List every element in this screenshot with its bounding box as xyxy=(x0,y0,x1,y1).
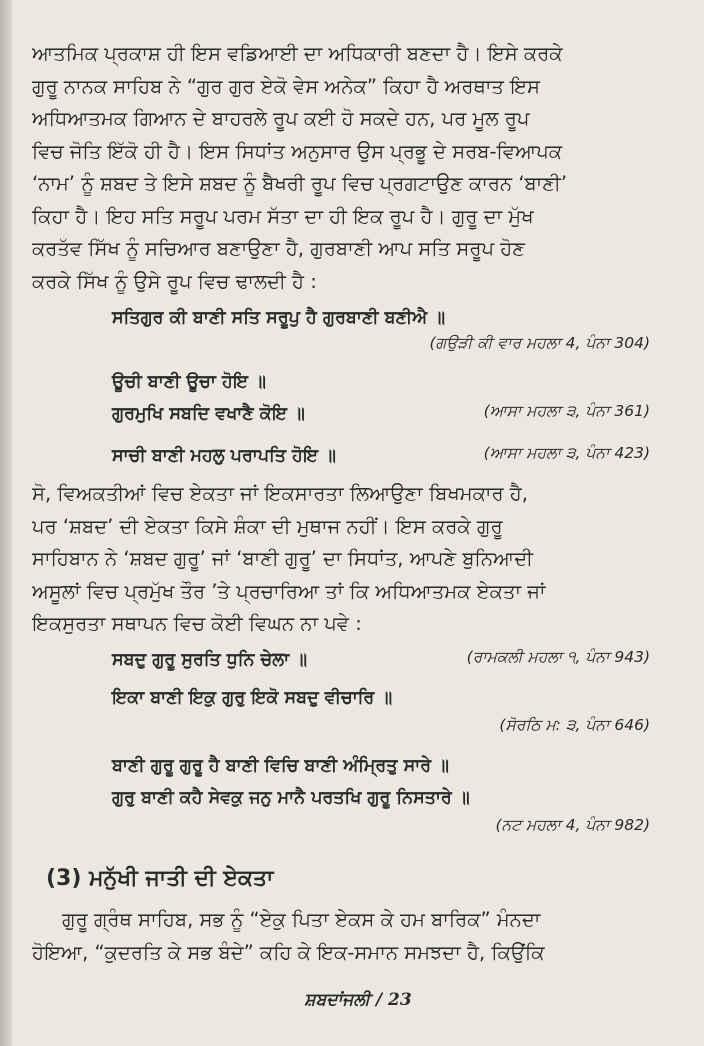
text-line: ਗੁਰੂ ਨਾਨਕ ਸਾਹਿਬ ਨੇ “ਗੁਰ ਗੁਰ ਏਕੋ ਵੇਸ ਅਨੇਕ” ਕਿਹਾ ਹੈ ਅਰਥਾਤ ਇਸ xyxy=(32,74,541,98)
text-line: ਕਿਹਾ ਹੈ। ਇਹ ਸਤਿ ਸਰੂਪ ਪਰਮ ਸੱਤਾ ਦਾ ਹੀ ਇਕ ਰੂਪ ਹੈ। ਗੁਰੂ ਦਾ ਮੁੱਖ xyxy=(32,204,534,228)
book-page xyxy=(12,0,704,1046)
quote-reference-3: (ਆਸਾ ਮਹਲਾ ੩, ਪੰਨਾ 423) xyxy=(483,444,650,462)
quote-reference-5: (ਸੋਰਠਿ ਮ: ੩, ਪੰਨਾ 646) xyxy=(499,716,650,734)
text-line: ਆਤਮਿਕ ਪ੍ਰਕਾਸ਼ ਹੀ ਇਸ ਵਡਿਆਈ ਦਾ ਅਧਿਕਾਰੀ ਬਣਦਾ ਹੈ। ਇਸੇ ਕਰਕੇ xyxy=(32,42,563,65)
gurbani-quote-1: ਸਤਿਗੁਰ ਕੀ ਬਾਣੀ ਸਤਿ ਸਰੂਪੁ ਹੈ ਗੁਰਬਾਣੀ ਬਣੀਐ ॥ xyxy=(112,308,446,328)
section-heading: (3) ਮਨੁੱਖੀ ਜਾਤੀ ਦੀ ਏਕਤਾ xyxy=(46,866,274,891)
book-gutter xyxy=(0,0,12,1046)
text-line: ਸੋ, ਵਿਅਕਤੀਆਂ ਵਿਚ ਏਕਤਾ ਜਾਂ ਇਕਸਾਰਤਾ ਲਿਆਉਣਾ ਬਿਖਮਕਾਰ ਹੈ, xyxy=(32,482,528,505)
text-line: ਅਸੂਲਾਂ ਵਿਚ ਪ੍ਰਮੁੱਖ ਤੌਰ ’ਤੇ ਪ੍ਰਚਾਰਿਆ ਤਾਂ ਕਿ ਅਧਿਆਤਮਕ ਏਕਤਾ ਜਾਂ xyxy=(32,579,546,603)
gurbani-quote-6b: ਗੁਰੁ ਬਾਣੀ ਕਹੈ ਸੇਵਕੁ ਜਨੁ ਮਾਨੈ ਪਰਤਖਿ ਗੁਰੂ ਨਿਸਤਾਰੇ ॥ xyxy=(112,788,470,808)
gurbani-quote-2b: ਗੁਰਮੁਖਿ ਸਬਦਿ ਵਖਾਣੈ ਕੋਇ ॥ xyxy=(112,404,305,424)
text-line: ਵਿਚ ਜੋਤਿ ਇੱਕੋ ਹੀ ਹੈ। ਇਸ ਸਿਧਾਂਤ ਅਨੁਸਾਰ ਉਸ ਪ੍ਰਭੂ ਦੇ ਸਰਬ-ਵਿਆਪਕ xyxy=(32,139,563,163)
quote-reference-1: (ਗਉੜੀ ਕੀ ਵਾਰ ਮਹਲਾ 4, ਪੰਨਾ 304) xyxy=(429,334,650,352)
quote-reference-2: (ਆਸਾ ਮਹਲਾ ੩, ਪੰਨਾ 361) xyxy=(483,402,650,420)
paragraph-2 xyxy=(32,478,684,641)
gurbani-quote-6a: ਬਾਣੀ ਗੁਰੂ ਗੁਰੂ ਹੈ ਬਾਣੀ ਵਿਚਿ ਬਾਣੀ ਅੰਮ੍ਰਿਤੁ ਸਾਰੇ ॥ xyxy=(112,756,449,776)
text-line: ਕਰਤੱਵ ਸਿੱਖ ਨੂੰ ਸਚਿਆਰ ਬਣਾਉਣਾ ਹੈ, ਗੁਰਬਾਣੀ ਆਪ ਸਤਿ ਸਰੂਪ ਹੋਣ xyxy=(32,237,525,260)
gurbani-quote-3: ਸਾਚੀ ਬਾਣੀ ਮਹਲੁ ਪਰਾਪਤਿ ਹੋਇ ॥ xyxy=(112,446,336,466)
gurbani-quote-5: ਇਕਾ ਬਾਣੀ ਇਕੁ ਗੁਰੁ ਇਕੋ ਸਬਦੁ ਵੀਚਾਰਿ ॥ xyxy=(112,688,393,708)
text-line: ਅਧਿਆਤਮਕ ਗਿਆਨ ਦੇ ਬਾਹਰਲੇ ਰੂਪ ਕਈ ਹੋ ਸਕਦੇ ਹਨ, ਪਰ ਮੂਲ ਰੂਪ xyxy=(32,107,530,130)
text-line: ਹੋਇਆ, “ਕੁਦਰਤਿ ਕੇ ਸਭ ਬੰਦੇ” ਕਹਿ ਕੇ ਇਕ-ਸਮਾਨ ਸਮਝਦਾ ਹੈ, ਕਿਉਂਕਿ xyxy=(32,940,545,964)
quote-reference-6: (ਨਟ ਮਹਲਾ 4, ਪੰਨਾ 982) xyxy=(495,816,650,834)
gurbani-quote-4: ਸਬਦੁ ਗੁਰੂ ਸੁਰਤਿ ਧੁਨਿ ਚੇਲਾ ॥ xyxy=(112,650,308,670)
text-line: ਕਰਕੇ ਸਿੱਖ ਨੂੰ ਉਸੇ ਰੂਪ ਵਿਚ ਢਾਲਦੀ ਹੈ : xyxy=(32,269,317,293)
text-line: ‘ਨਾਮ’ ਨੂੰ ਸ਼ਬਦ ਤੇ ਇਸੇ ਸ਼ਬਦ ਨੂੰ ਬੈਖਰੀ ਰੂਪ ਵਿਚ ਪ੍ਰਗਟਾਉਣ ਕਾਰਨ ‘ਬਾਣੀ’ xyxy=(32,172,568,195)
text-line: ਪਰ ‘ਸ਼ਬਦ’ ਦੀ ਏਕਤਾ ਕਿਸੇ ਸ਼ੰਕਾ ਦੀ ਮੁਥਾਜ ਨਹੀਂ। ਇਸ ਕਰਕੇ ਗੁਰੂ xyxy=(32,514,503,538)
text-line: ਗੁਰੂ ਗ੍ਰੰਥ ਸਾਹਿਬ, ਸਭ ਨੂੰ “ਏਕੁ ਪਿਤਾ ਏਕਸ ਕੇ ਹਮ ਬਾਰਿਕ” ਮੰਨਦਾ xyxy=(62,908,541,931)
text-line: ਸਾਹਿਬਾਨ ਨੇ ‘ਸ਼ਬਦ ਗੁਰੂ’ ਜਾਂ ‘ਬਾਣੀ ਗੁਰੂ’ ਦਾ ਸਿਧਾਂਤ, ਆਪਣੇ ਬੁਨਿਆਦੀ xyxy=(32,547,534,570)
paragraph-1 xyxy=(32,38,684,298)
quote-reference-4: (ਰਾਮਕਲੀ ਮਹਲਾ ੧, ਪੰਨਾ 943) xyxy=(466,648,650,666)
paragraph-3 xyxy=(32,904,684,969)
text-line: ਇਕਸੁਰਤਾ ਸਥਾਪਨ ਵਿਚ ਕੋਈ ਵਿਘਨ ਨਾ ਪਵੇ : xyxy=(32,612,362,635)
gurbani-quote-2a: ਊਚੀ ਬਾਣੀ ਊਚਾ ਹੋਇ ॥ xyxy=(112,372,266,392)
page-footer: ਸ਼ਬਦਾਂਜਲੀ / 23 xyxy=(304,990,412,1010)
